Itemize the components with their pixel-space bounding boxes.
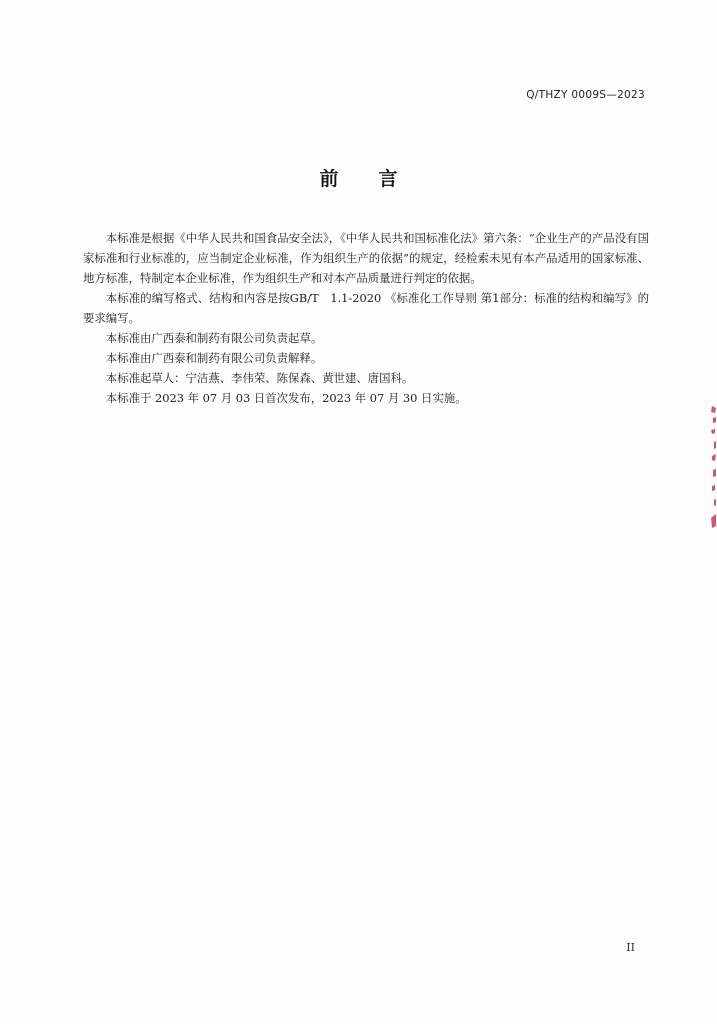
- paragraph-dates: 本标准于 2023 年 07 月 03 日首次发布，2023 年 07 月 30 日实施。: [105, 391, 467, 405]
- seal-stamp-edge: [703, 404, 717, 530]
- foreword-body: [83, 228, 649, 408]
- paragraph-interpreted-by: 本标准由广西泰和制药有限公司负责解释。: [105, 351, 323, 365]
- document-code: Q/THZY 0009S—2023: [526, 89, 645, 101]
- paragraph-format: 本标准的编写格式、结构和内容是按GB/T 1.1-2020 《标准化工作导则 第1部分：标准的结构和编写》的要求编写。: [83, 291, 649, 325]
- page-title: [0, 164, 717, 191]
- paragraph-basis: 本标准是根据《中华人民共和国食品安全法》，《中华人民共和国标准化法》第六条：“企业生产的产品没有国家标准和行业标准的，应当制定企业标准，作为组织生产的依据”的规定，经检索未见有本产品适用的国家标准、地方标准，特制定本企业标准，作为组织生产和对本产品质量进行判定的依据。: [83, 231, 649, 285]
- paragraph-drafted-by: 本标准由广西泰和制药有限公司负责起草。: [105, 331, 323, 345]
- page-number: II: [626, 941, 635, 954]
- title-char-2: 言: [378, 168, 398, 190]
- title-char-1: 前: [319, 168, 339, 190]
- paragraph-drafters: 本标准起草人：宁洁燕、李伟荣、陈保森、黄世建、唐国科。: [105, 371, 414, 385]
